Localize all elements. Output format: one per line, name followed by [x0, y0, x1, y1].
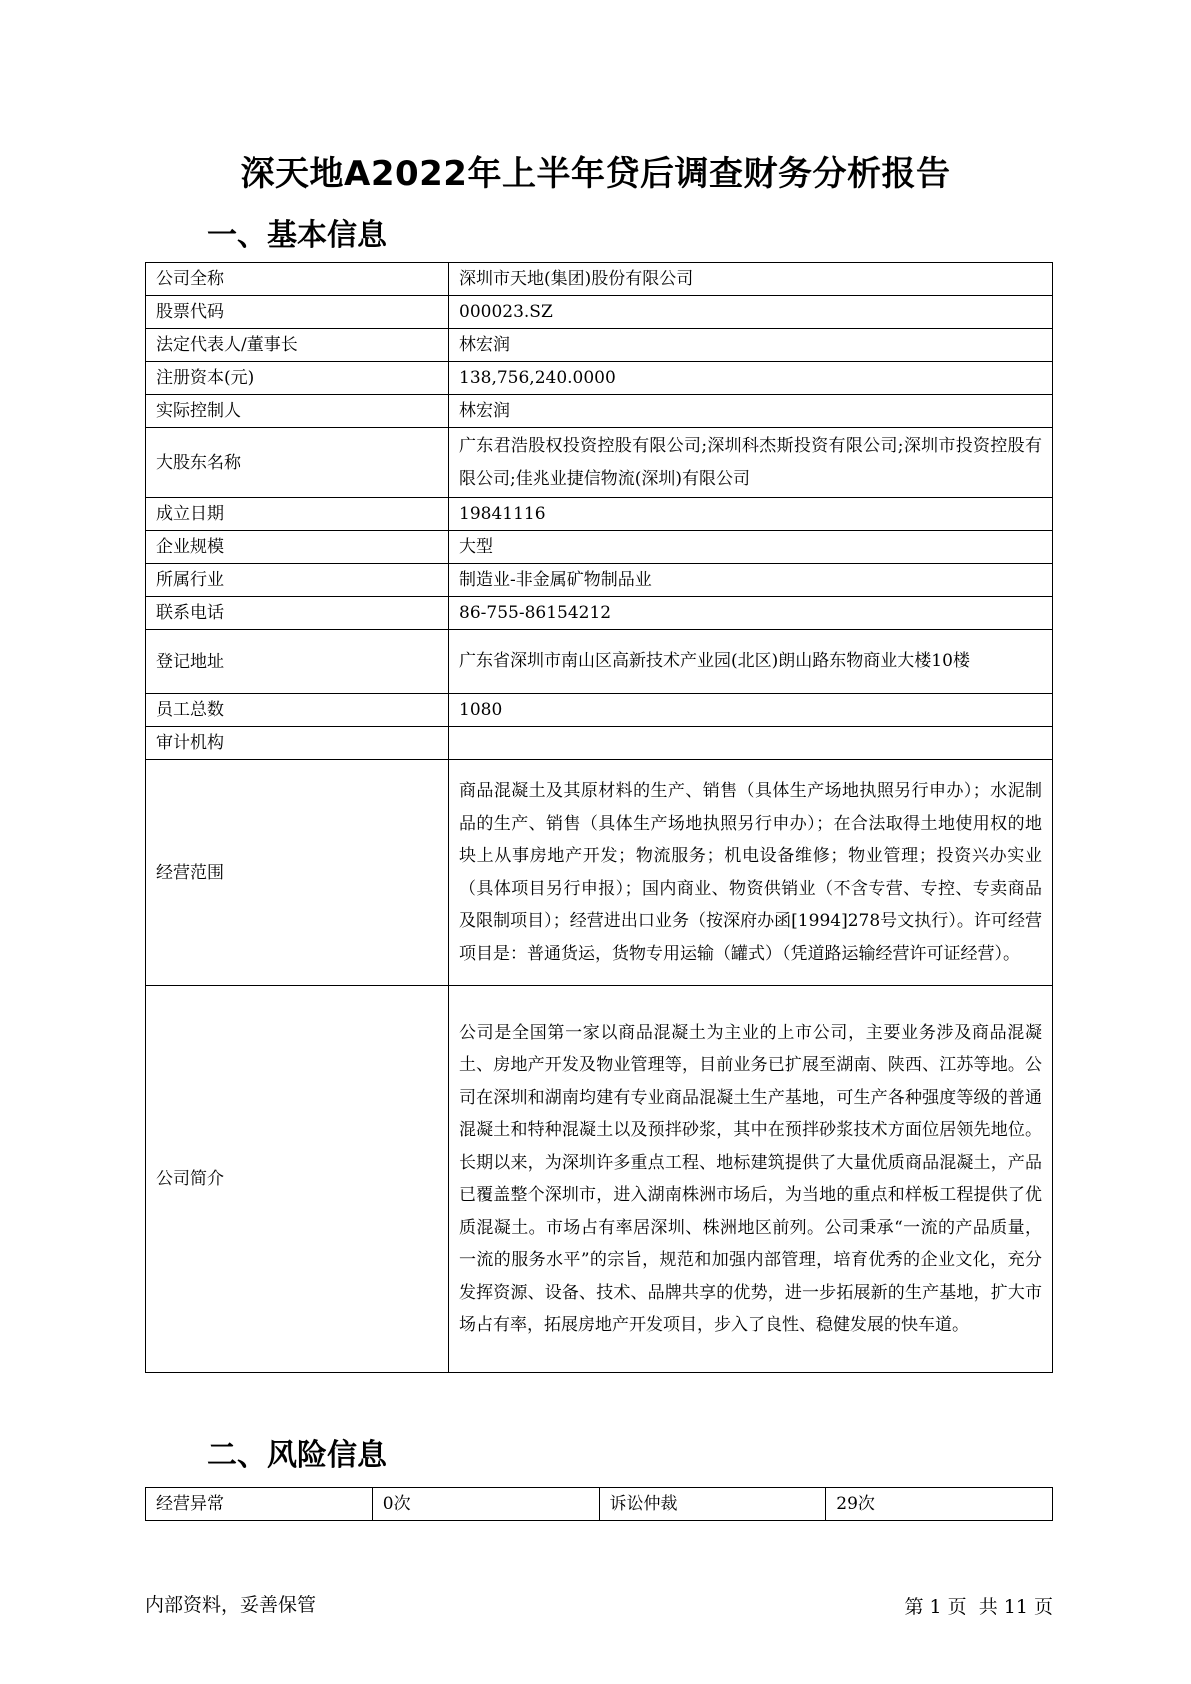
footer-page-number: 第 1 页 共 11 页 [904, 1596, 1053, 1618]
row-value [449, 727, 1053, 760]
abnormal-label: 经营异常 [146, 1488, 373, 1521]
table-row [146, 760, 1053, 986]
table-row [146, 263, 1053, 296]
row-value: 1080 [449, 694, 1053, 727]
row-value: 商品混凝土及其原材料的生产、销售（具体生产场地执照另行申办）；水泥制品的生产、销售（具体生产场地执照另行申办）；在合法取得土地使用权的地块上从事房地产开发；物流服务；机电设备维修；物业管理；投资兴办实业（具体项目另行申报）；国内商业、物资供销业（不含专营、专控、专卖商品及限制项目）；经营进出口业务（按深府办函[1994]278号文执行）。许可经营项目是：普通货运，货物专用运输（罐式）（凭道路运输经营许可证经营）。 [449, 760, 1053, 986]
row-value: 138,756,240.0000 [449, 362, 1053, 395]
table-row [146, 329, 1053, 362]
row-value: 制造业-非金属矿物制品业 [449, 564, 1053, 597]
litigation-label: 诉讼仲裁 [599, 1488, 826, 1521]
row-label: 成立日期 [146, 498, 449, 531]
row-label: 所属行业 [146, 564, 449, 597]
row-label: 审计机构 [146, 727, 449, 760]
row-label: 注册资本(元) [146, 362, 449, 395]
footer-confidential-note: 内部资料，妥善保管 [145, 1594, 317, 1616]
table-row [146, 727, 1053, 760]
row-label: 法定代表人/董事长 [146, 329, 449, 362]
row-value: 林宏润 [449, 329, 1053, 362]
table-row [146, 428, 1053, 498]
row-value: 林宏润 [449, 395, 1053, 428]
row-label: 联系电话 [146, 597, 449, 630]
row-value: 19841116 [449, 498, 1053, 531]
table-row [146, 395, 1053, 428]
row-label: 登记地址 [146, 630, 449, 694]
table-row [146, 531, 1053, 564]
table-row [146, 986, 1053, 1373]
litigation-value: 29次 [826, 1488, 1053, 1521]
row-value: 大型 [449, 531, 1053, 564]
row-value: 000023.SZ [449, 296, 1053, 329]
abnormal-value: 0次 [372, 1488, 599, 1521]
risk-info-table [145, 1487, 1053, 1521]
row-label: 大股东名称 [146, 428, 449, 498]
row-label: 公司简介 [146, 986, 449, 1373]
row-value: 广东省深圳市南山区高新技术产业园(北区)朗山路东物商业大楼10楼 [449, 630, 1053, 694]
row-label: 企业规模 [146, 531, 449, 564]
row-value: 深圳市天地(集团)股份有限公司 [449, 263, 1053, 296]
row-value: 86-755-86154212 [449, 597, 1053, 630]
table-row [146, 630, 1053, 694]
row-label: 经营范围 [146, 760, 449, 986]
table-row [146, 564, 1053, 597]
table-row [146, 296, 1053, 329]
table-row [146, 1488, 1053, 1521]
page-title: 深天地A2022年上半年贷后调查财务分析报告 [240, 154, 951, 194]
table-row [146, 362, 1053, 395]
row-label: 股票代码 [146, 296, 449, 329]
table-row [146, 597, 1053, 630]
row-value: 广东君浩股权投资控股有限公司;深圳科杰斯投资有限公司;深圳市投资控股有限公司;佳兆业捷信物流(深圳)有限公司 [449, 428, 1053, 498]
table-row [146, 498, 1053, 531]
row-label: 公司全称 [146, 263, 449, 296]
row-label: 员工总数 [146, 694, 449, 727]
row-label: 实际控制人 [146, 395, 449, 428]
section-heading-basic-info: 一、基本信息 [207, 218, 387, 253]
table-row [146, 694, 1053, 727]
section-heading-risk-info: 二、风险信息 [207, 1438, 387, 1473]
row-value: 公司是全国第一家以商品混凝土为主业的上市公司，主要业务涉及商品混凝土、房地产开发及物业管理等，目前业务已扩展至湖南、陕西、江苏等地。公司在深圳和湖南均建有专业商品混凝土生产基地，可生产各种强度等级的普通混凝土和特种混凝土以及预拌砂浆，其中在预拌砂浆技术方面位居领先地位。长期以来，为深圳许多重点工程、地标建筑提供了大量优质商品混凝土，产品已覆盖整个深圳市，进入湖南株洲市场后，为当地的重点和样板工程提供了优质混凝土。市场占有率居深圳、株洲地区前列。公司秉承“一流的产品质量，一流的服务水平”的宗旨，规范和加强内部管理，培育优秀的企业文化，充分发挥资源、设备、技术、品牌共享的优势，进一步拓展新的生产基地，扩大市场占有率，拓展房地产开发项目，步入了良性、稳健发展的快车道。 [449, 986, 1053, 1373]
basic-info-table [145, 262, 1053, 1373]
